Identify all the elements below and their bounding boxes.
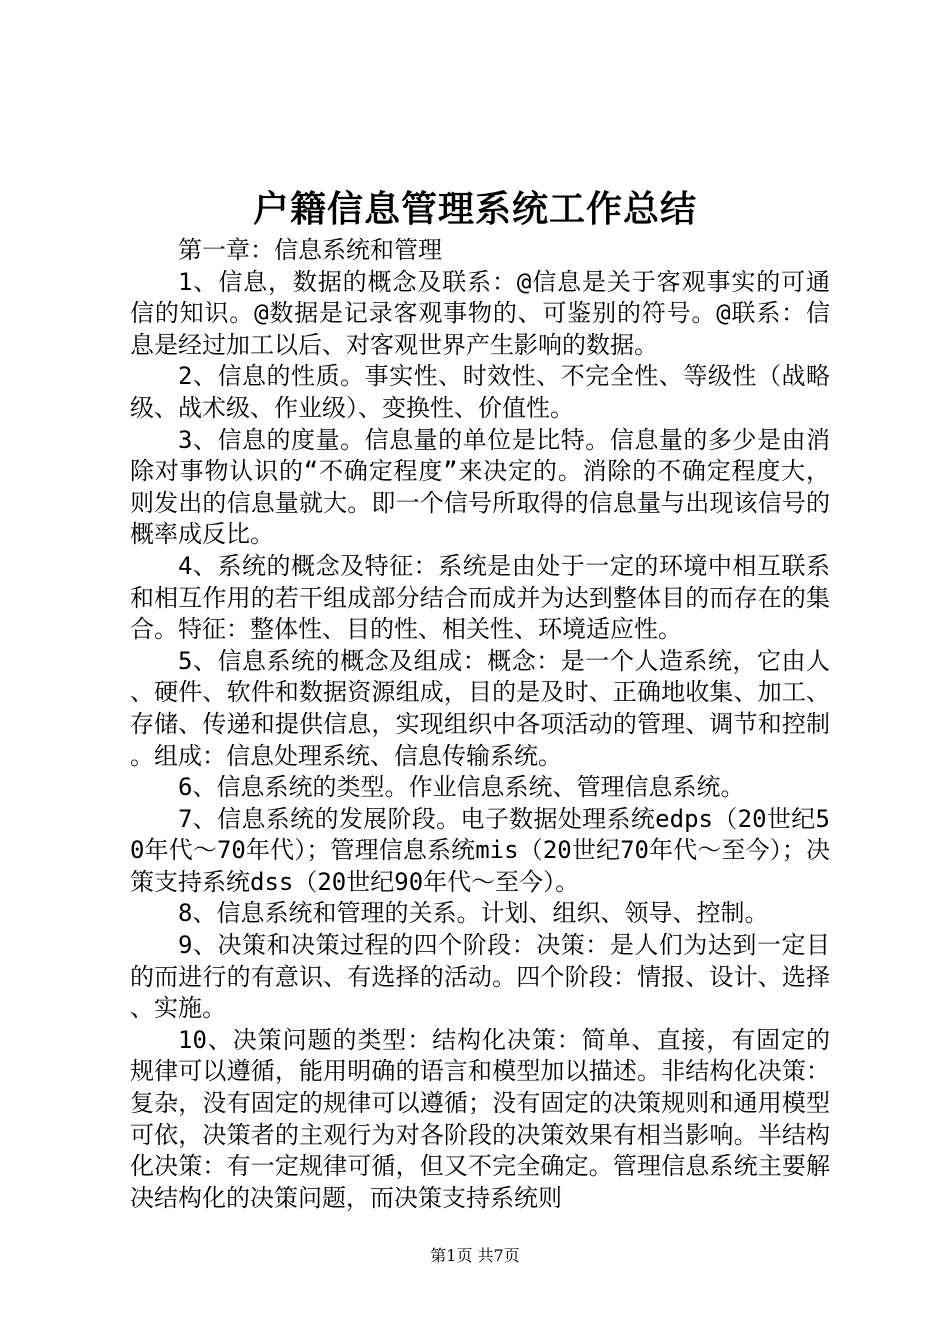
paragraph-7: 7、信息系统的发展阶段。电子数据处理系统edps（20世纪50年代～70年代）；管理信息系统mis（20世纪70年代～至今）；决策支持系统dss（20世纪90年代～至今）。 xyxy=(130,804,830,896)
page-number-footer: 第1页 共7页 xyxy=(430,1246,520,1265)
paragraph-2: 2、信息的性质。事实性、时效性、不完全性、等级性（战略级、战术级、作业级）、变换性、价值性。 xyxy=(130,362,830,422)
paragraph-5: 5、信息系统的概念及组成：概念：是一个人造系统，它由人、硬件、软件和数据资源组成，目的是及时、正确地收集、加工、存储、传递和提供信息，实现组织中各项活动的管理、调节和控制。组成：信息处理系统、信息传输系统。 xyxy=(130,646,830,770)
paragraph-9: 9、决策和决策过程的四个阶段：决策：是人们为达到一定目的而进行的有意识、有选择的活动。四个阶段：情报、设计、选择、实施。 xyxy=(130,931,830,1023)
paragraph-10: 10、决策问题的类型：结构化决策：简单、直接，有固定的规律可以遵循，能用明确的语言和模型加以描述。非结构化决策：复杂，没有固定的规律可以遵循；没有固定的决策规则和通用模型可依，决策者的主观行为对各阶段的决策效果有相当影响。半结构化决策：有一定规律可循，但又不完全确定。管理信息系统主要解决结构化的决策问题，而决策支持系统则 xyxy=(130,1025,830,1212)
paragraph-6: 6、信息系统的类型。作业信息系统、管理信息系统。 xyxy=(178,773,745,802)
paragraph-3: 3、信息的度量。信息量的单位是比特。信息量的多少是由消除对事物认识的“不确定程度”来决定的。消除的不确定程度大，则发出的信息量就大。即一个信号所取得的信息量与出现该信号的概率成反比。 xyxy=(130,425,830,549)
document-body xyxy=(130,235,830,1214)
paragraph-8: 8、信息系统和管理的关系。计划、组织、领导、控制。 xyxy=(178,899,769,928)
chapter-heading: 第一章：信息系统和管理 xyxy=(178,236,442,264)
paragraph-4: 4、系统的概念及特征：系统是由处于一定的环境中相互联系和相互作用的若干组成部分结合而成并为达到整体目的而存在的集合。特征：整体性、目的性、相关性、环境适应性。 xyxy=(130,551,830,644)
document-title: 户籍信息管理系统工作总结 xyxy=(252,188,697,230)
paragraph-1: 1、信息，数据的概念及联系：@信息是关于客观事实的可通信的知识。@数据是记录客观事物的、可鉴别的符号。@联系：信息是经过加工以后、对客观世界产生影响的数据。 xyxy=(130,267,830,359)
